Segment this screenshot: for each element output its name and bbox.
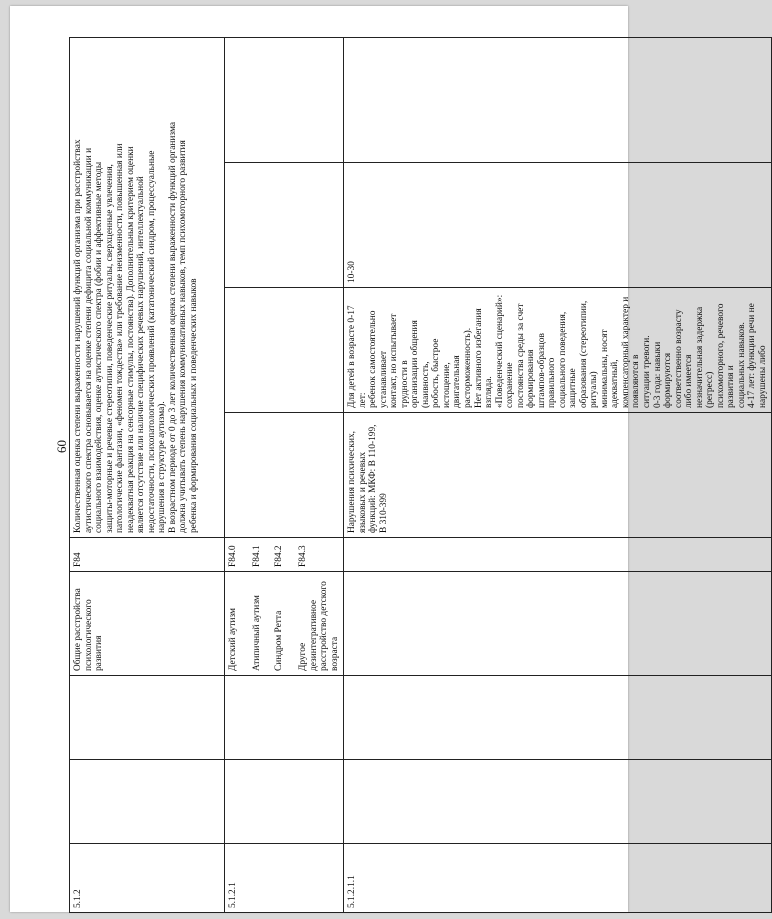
category-description [70,38,225,538]
criteria-line: контакт, но испытывает трудности в [389,313,410,408]
description-line: ребенка и формирования социальных и поведенческих навыков [188,278,199,533]
assessment-criteria [344,288,772,413]
description-line: социального взаимодействия, оценке аутистического спектра (фобии и аффективные методы [94,161,105,533]
criteria-line: образования (стереотипии, ритуалы) [578,300,600,408]
subitem-icd: F84.3 [298,545,308,567]
criteria-line: штампов-образцов правильного [536,333,558,408]
description-line: защиты-моторные и речевые стереотипии, поведенческие ритуалы, сверхценные увлечения, [104,164,115,533]
empty-cell [225,760,344,844]
table-row [70,38,225,913]
row-code: 5.1.2 [70,844,225,913]
description-line: патологические фантазии, «феномен тождества» или требование неизменности, повышенная или [115,143,126,533]
empty-cell [344,676,772,760]
criteria-line: компенсаторный характер и появляются в [620,296,642,408]
subitem-name: Другое дезинтегративное расстройство детского возраста [298,581,340,671]
empty-cell [225,163,344,288]
icd-code: F84 [70,538,225,572]
empty-cell [225,413,344,538]
criteria-line: организации общения (наивность, [410,320,431,408]
criteria-line: постоянства среды за счет формирования [515,303,537,408]
subitem-icd: F84.2 [274,545,284,567]
disability-criteria-table [69,37,772,913]
description-line: недостаточности, психопатологических проявлений (кататонический синдром, процессуальные [146,150,157,533]
description-line: В возрастном периоде от 0 до 3 лет количественная оценка степени выраженности функций организма [167,121,178,533]
empty-cell [344,572,772,676]
description-line: аутистического спектра основывается на оценке степени дефицита социальной коммуникации и [83,147,94,533]
description-line: должна учитывать степень нарушения коммуникативных навыков, темп психомоторного развития [178,140,189,533]
row-code: 5.1.2.1.1 [344,844,772,913]
rotated-table-wrapper [69,37,768,913]
subitem-codes [225,538,344,572]
impairment-type: Нарушения психических, языковых и речевых функций: МКФ: В 110-199, В 310-399 [344,413,772,538]
empty-cell [344,38,772,163]
criteria-line: «Поведенческий сценарий»: сохранение [494,294,516,408]
subitem-icd: F84.0 [228,545,238,567]
criteria-line: 0-3 года: навыки формируются [652,341,674,408]
criteria-line: социальных навыков. [736,322,747,408]
table-row [225,38,344,913]
criteria-line: ситуации тревоги. [642,335,652,408]
subitem-name: Детский аутизм [228,608,238,671]
empty-cell [225,676,344,760]
criteria-line: минимальны, носят адекватный, [599,329,621,408]
empty-cell [344,760,772,844]
row-code: 5.1.2.1 [225,844,344,913]
criteria-line: Для детей в возрасте 0-17 лет: [347,305,368,408]
table-row [344,38,772,913]
criteria-line: социального поведения, защитные [557,311,579,408]
subitem-names [225,572,344,676]
description-line: нарушения в структуре аутизма). [157,401,168,533]
criteria-line: соответственно возрасту либо имеется [673,309,695,408]
empty-cell [225,38,344,163]
empty-cell [70,676,225,760]
empty-cell [344,538,772,572]
criteria-line: психомоторного, речевого развития и [715,303,737,408]
subitem-name: Атипичный аутизм [252,595,262,671]
criteria-line: робость, быстрое истощение, [431,338,452,408]
empty-cell [225,288,344,413]
criteria-line: ребенок самостоятельно устанавливает [368,310,389,408]
empty-cell [70,760,225,844]
description-line: является отсутствие или наличие специфических речевых нарушений, интеллектуальной [136,176,147,533]
criteria-line: Нет активного избегания взгляда. [473,308,495,408]
subitem-name: Синдром Ретта [274,610,284,671]
description-line: Количественная оценка степени выраженности нарушений функций организма при расстройствах [73,139,83,533]
criteria-line: 4-17 лет: функции речи не нарушены либо [747,303,768,408]
subitem-icd: F84.1 [252,545,262,567]
percent-value: 10-30 [344,163,772,288]
criteria-line: незначительная задержка (регресс) [694,306,716,408]
category-name: Общие расстройства психологического развития [70,572,225,676]
criteria-line: двигательная расторможенность). [452,327,473,408]
page-number: 60 [54,440,69,453]
document-page [10,6,768,912]
description-line: неадекватная реакция на сенсорные стимулы, постоянства). Дополнительным критерием оценки [125,146,136,533]
